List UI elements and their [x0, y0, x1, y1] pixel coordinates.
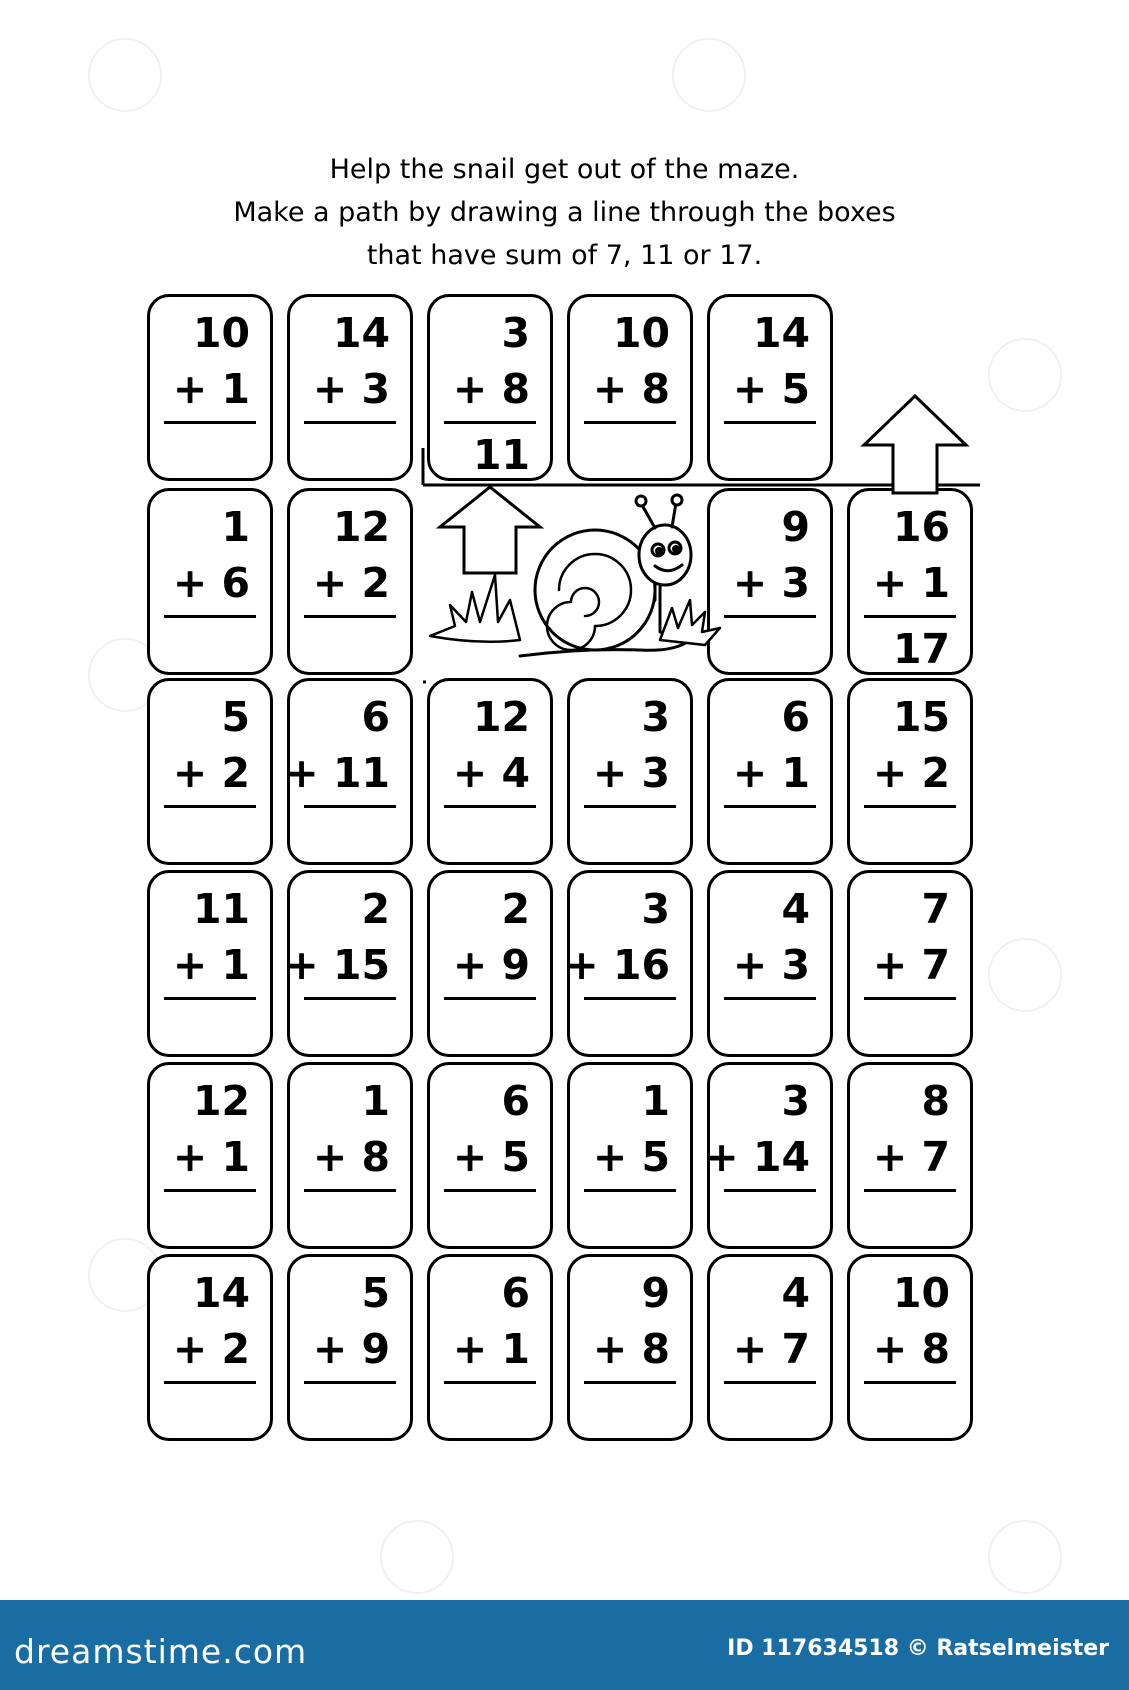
addend-top: 5 [361, 1269, 390, 1317]
up-arrow-icon [440, 487, 540, 573]
addend-top: 3 [641, 885, 670, 933]
addend-bottom: + 15 [284, 941, 390, 989]
addend-bottom: + 5 [452, 1133, 530, 1181]
addend-top: 11 [192, 885, 250, 933]
footer-image-id: ID 117634518 © Ratselmeister [727, 1636, 1109, 1661]
addend-top: 4 [781, 885, 810, 933]
addend-bottom: + 1 [172, 365, 250, 413]
addend-top: 7 [921, 885, 950, 933]
addend-top: 1 [221, 503, 250, 551]
addend-top: 5 [221, 693, 250, 741]
addend-top: 3 [781, 1077, 810, 1125]
addend-top: 1 [641, 1077, 670, 1125]
addend-top: 9 [641, 1269, 670, 1317]
up-arrow-icon [864, 396, 966, 493]
sum-answer: 11 [472, 431, 530, 479]
addend-bottom: + 9 [452, 941, 530, 989]
addend-bottom: + 3 [732, 559, 810, 607]
addend-bottom: + 8 [872, 1325, 950, 1373]
addend-bottom: + 7 [732, 1325, 810, 1373]
addend-bottom: + 1 [172, 1133, 250, 1181]
addend-top: 8 [921, 1077, 950, 1125]
footer-bar [0, 1600, 1129, 1690]
addend-top: 6 [501, 1269, 530, 1317]
addend-bottom: + 2 [312, 559, 390, 607]
addend-bottom: + 8 [592, 365, 670, 413]
addend-top: 3 [641, 693, 670, 741]
addend-top: 12 [472, 693, 530, 741]
addend-bottom: + 16 [564, 941, 670, 989]
addend-top: 15 [892, 693, 950, 741]
addend-bottom: + 8 [592, 1325, 670, 1373]
addend-top: 10 [892, 1269, 950, 1317]
addend-bottom: + 6 [172, 559, 250, 607]
addend-top: 14 [192, 1269, 250, 1317]
addend-bottom: + 8 [312, 1133, 390, 1181]
addend-bottom: + 5 [732, 365, 810, 413]
addend-bottom: + 2 [872, 749, 950, 797]
addend-bottom: + 7 [872, 941, 950, 989]
instruction-line: that have sum of 7, 11 or 17. [366, 240, 763, 271]
addend-bottom: + 3 [732, 941, 810, 989]
addend-top: 2 [361, 885, 390, 933]
addend-top: 4 [781, 1269, 810, 1317]
addend-bottom: + 4 [452, 749, 530, 797]
addend-top: 12 [192, 1077, 250, 1125]
addend-bottom: + 2 [172, 1325, 250, 1373]
addend-top: 10 [192, 309, 250, 357]
addend-top: 9 [781, 503, 810, 551]
addend-bottom: + 5 [592, 1133, 670, 1181]
addend-top: 12 [332, 503, 390, 551]
addend-top: 14 [752, 309, 810, 357]
instruction-line: Help the snail get out of the maze. [329, 154, 800, 185]
addend-top: 10 [612, 309, 670, 357]
addend-bottom: + 3 [312, 365, 390, 413]
addend-bottom: + 3 [592, 749, 670, 797]
addend-top: 14 [332, 309, 390, 357]
addend-bottom: + 1 [732, 749, 810, 797]
addend-bottom: + 2 [172, 749, 250, 797]
addend-bottom: + 14 [704, 1133, 810, 1181]
instruction-line: Make a path by drawing a line through the boxes [233, 197, 896, 228]
addend-bottom: + 9 [312, 1325, 390, 1373]
addend-top: 2 [501, 885, 530, 933]
addend-bottom: + 7 [872, 1133, 950, 1181]
sum-answer: 17 [892, 625, 950, 673]
addend-bottom: + 1 [452, 1325, 530, 1373]
addend-top: 1 [361, 1077, 390, 1125]
addend-top: 3 [501, 309, 530, 357]
footer-logo[interactable]: dreamstime.com [14, 1632, 308, 1671]
addend-top: 6 [781, 693, 810, 741]
addend-bottom: + 1 [872, 559, 950, 607]
addend-top: 6 [501, 1077, 530, 1125]
addend-bottom: + 11 [284, 749, 390, 797]
addend-bottom: + 1 [172, 941, 250, 989]
addend-bottom: + 8 [452, 365, 530, 413]
addend-top: 6 [361, 693, 390, 741]
addend-top: 16 [892, 503, 950, 551]
